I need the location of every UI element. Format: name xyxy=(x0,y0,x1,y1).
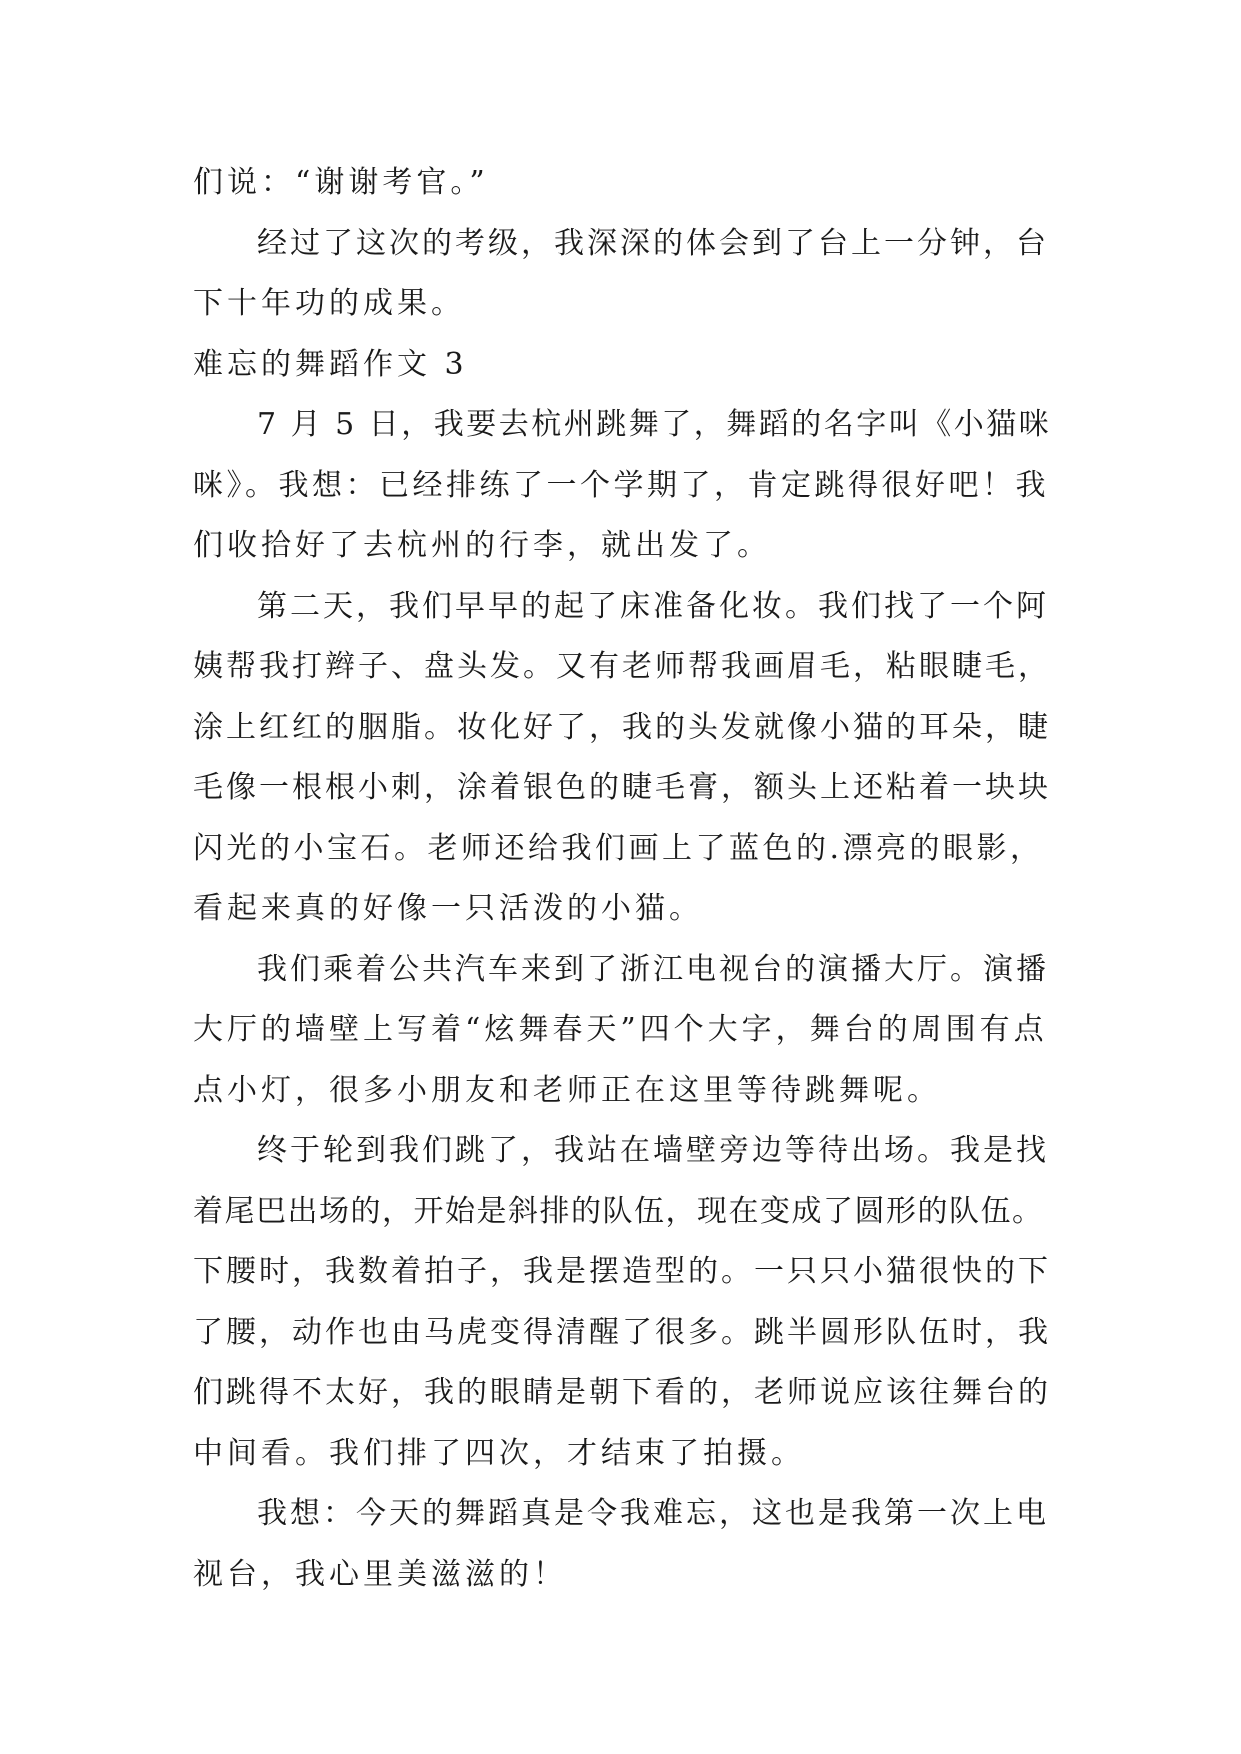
document-body xyxy=(193,153,1055,1605)
text-line: 们跳得不太好，我的眼睛是朝下看的，老师说应该往舞台的 xyxy=(193,1375,1051,1410)
paragraph-start-line: 终于轮到我们跳了，我站在墙壁旁边等待出场。我是找 xyxy=(257,1133,1049,1168)
text-line: 们说：“谢谢考官。” xyxy=(193,165,489,200)
section-heading: 难忘的舞蹈作文 3 xyxy=(193,346,468,382)
text-line: 点小灯，很多小朋友和老师正在这里等待跳舞呢。 xyxy=(193,1072,941,1108)
text-line: 着尾巴出场的，开始是斜排的队伍，现在变成了圆形的队伍。 xyxy=(193,1193,1044,1229)
text-line: 姨帮我打辫子、盘头发。又有老师帮我画眉毛，粘眼睫毛， xyxy=(193,649,1051,684)
text-line: 们收拾好了去杭州的行李，就出发了。 xyxy=(193,528,771,563)
paragraph-start-line: 我们乘着公共汽车来到了浙江电视台的演播大厅。演播 xyxy=(257,951,1049,987)
paragraph-start-line: 第二天，我们早早的起了床准备化妆。我们找了一个阿 xyxy=(257,588,1049,624)
text-line: 毛像一根根小刺，涂着银色的睫毛膏，额头上还粘着一块块 xyxy=(193,770,1051,805)
text-line: 了腰，动作也由马虎变得清醒了很多。跳半圆形队伍时，我 xyxy=(193,1314,1051,1350)
paragraph-start-line: 7 月 5 日，我要去杭州跳舞了，舞蹈的名字叫《小猫咪 xyxy=(257,407,1052,442)
paragraph-start-line: 经过了这次的考级，我深深的体会到了台上一分钟，台 xyxy=(257,225,1049,261)
text-line: 涂上红红的胭脂。妆化好了，我的头发就像小猫的耳朵，睫 xyxy=(193,709,1051,745)
text-line: 中间看。我们排了四次，才结束了拍摄。 xyxy=(193,1435,805,1471)
paragraph-start-line: 我想：今天的舞蹈真是令我难忘，这也是我第一次上电 xyxy=(257,1496,1049,1531)
text-line: 咪》。我想：已经排练了一个学期了，肯定跳得很好吧！我 xyxy=(193,467,1049,503)
text-line: 闪光的小宝石。老师还给我们画上了蓝色的.漂亮的眼影， xyxy=(193,830,1044,866)
text-line: 下腰时，我数着拍子，我是摆造型的。一只只小猫很快的下 xyxy=(193,1254,1051,1289)
text-line: 看起来真的好像一只活泼的小猫。 xyxy=(193,891,703,926)
text-line: 视台，我心里美滋滋的！ xyxy=(193,1556,567,1592)
text-line: 大厅的墙壁上写着“炫舞春天”四个大字，舞台的周围有点 xyxy=(193,1012,1048,1047)
text-line: 下十年功的成果。 xyxy=(193,286,465,321)
